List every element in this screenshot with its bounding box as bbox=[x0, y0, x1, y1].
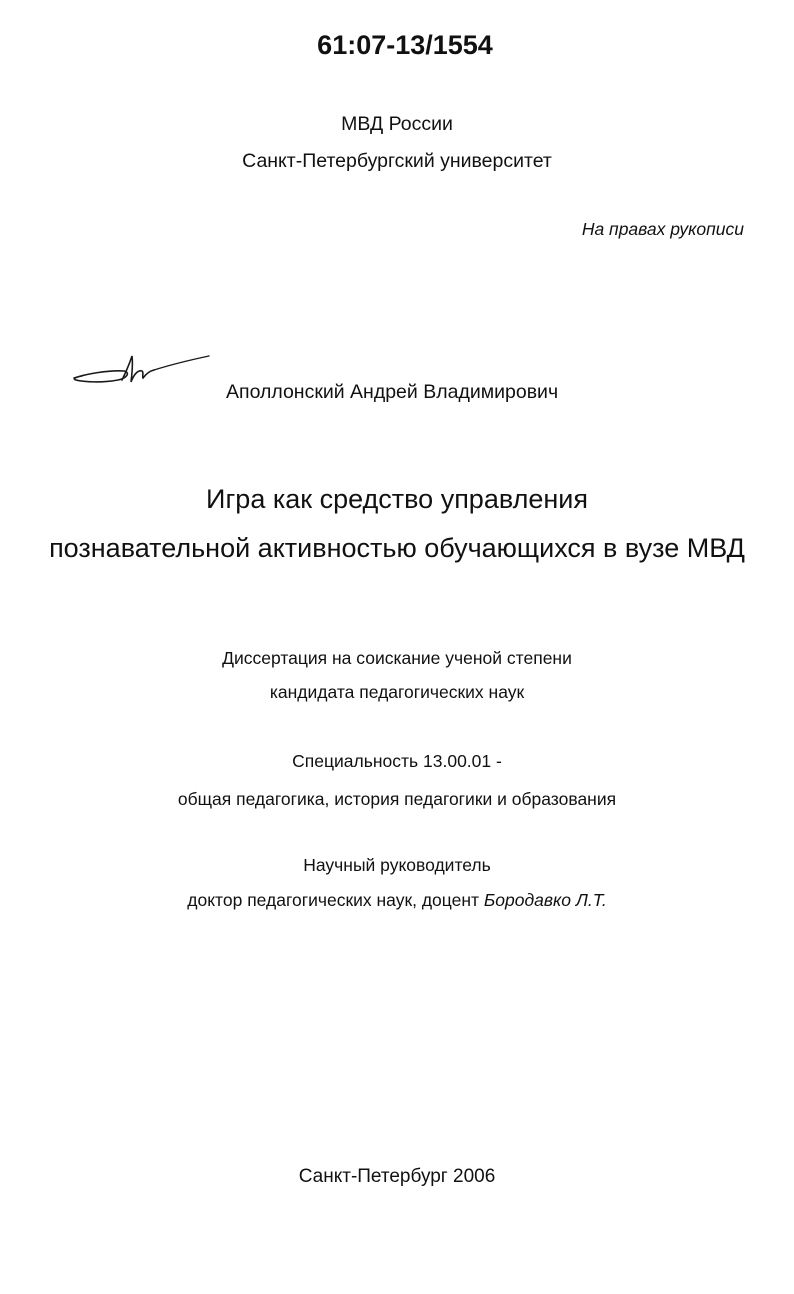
supervisor-heading: Научный руководитель bbox=[303, 855, 491, 875]
supervisor-line bbox=[0, 890, 794, 911]
supervisor-name: Бородавко Л.Т. bbox=[483, 890, 607, 910]
speciality-code: Специальность 13.00.01 - bbox=[292, 751, 502, 771]
rights-note: На правах рукописи bbox=[581, 219, 744, 239]
author-signature-icon bbox=[66, 344, 216, 394]
dissertation-title-line-1: Игра как средство управления bbox=[206, 484, 588, 514]
archive-cipher: 61:07-13/1554 bbox=[317, 30, 493, 60]
degree-statement-line-1: Диссертация на соискание ученой степени bbox=[222, 648, 572, 668]
author-name: Аполлонский Андрей Владимирович bbox=[226, 381, 559, 403]
organization-ministry: МВД России bbox=[341, 113, 453, 135]
dissertation-title-line-2: познавательной активностью обучающихся в вузе МВД bbox=[49, 533, 745, 563]
speciality-name: общая педагогика, история педагогики и образования bbox=[177, 789, 617, 809]
city-year: Санкт-Петербург 2006 bbox=[298, 1166, 496, 1187]
supervisor-degree: доктор педагогических наук, доцент bbox=[187, 890, 480, 910]
degree-statement-line-2: кандидата педагогических наук bbox=[269, 682, 525, 702]
organization-university: Санкт-Петербургский университет bbox=[242, 150, 552, 172]
